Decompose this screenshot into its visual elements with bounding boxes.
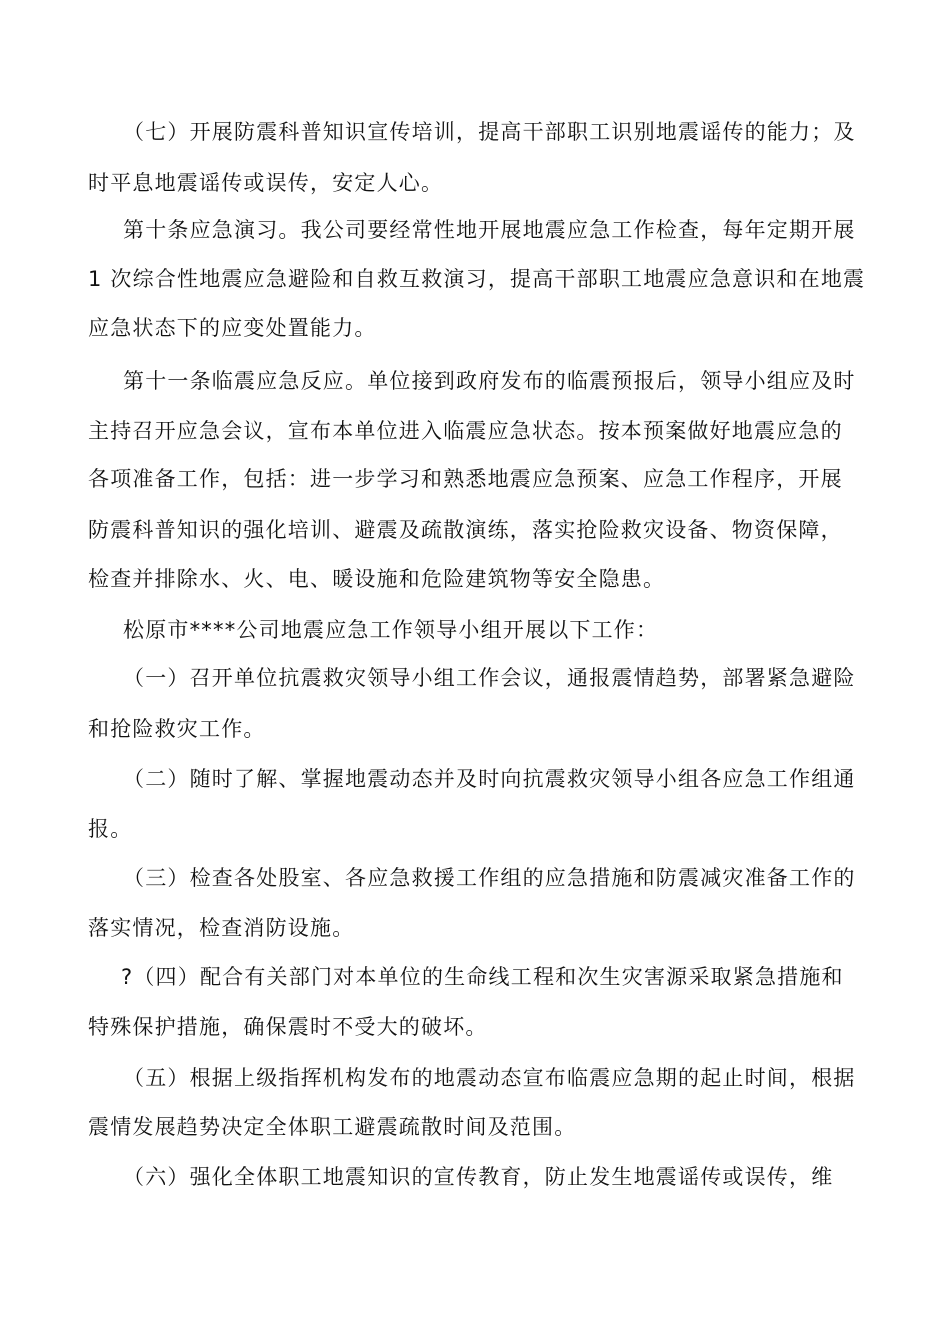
text-line: （六）强化全体职工地震知识的宣传教育，防止发生地震谣传或误传，维 (123, 1165, 834, 1189)
text-line: （五）根据上级指挥机构发布的地震动态宣布临震应急期的起止时间，根据 (123, 1066, 856, 1090)
text-line: （一）召开单位抗震救灾领导小组工作会议，通报震情趋势，部署紧急避险 (123, 666, 856, 690)
text-line: 特殊保护措施，确保震时不受大的破坏。 (88, 1015, 488, 1039)
text-line: 1 次综合性地震应急避险和自救互救演习，提高干部职工地震应急意识和在地震 (88, 267, 866, 291)
text-line: （七）开展防震科普知识宣传培训，提高干部职工识别地震谣传的能力；及 (123, 120, 856, 144)
text-line: 第十条应急演习。我公司要经常性地开展地震应急工作检查，每年定期开展 (123, 218, 856, 242)
text-line: 各项准备工作，包括：进一步学习和熟悉地震应急预案、应急工作程序，开展 (88, 467, 843, 491)
text-line: 报。 (88, 817, 133, 841)
text-line: 时平息地震谣传或误传，安定人心。 (88, 171, 444, 195)
text-line: 震情发展趋势决定全体职工避震疏散时间及范围。 (88, 1115, 577, 1139)
text-line: （二）随时了解、掌握地震动态并及时向抗震救灾领导小组各应急工作组通 (123, 767, 856, 791)
text-line: 应急状态下的应变处置能力。 (88, 316, 377, 340)
text-line: 防震科普知识的强化培训、避震及疏散演练，落实抢险救灾设备、物资保障， (88, 518, 843, 542)
text-line: 松原市****公司地震应急工作领导小组开展以下工作： (123, 618, 659, 642)
text-line: 主持召开应急会议，宣布本单位进入临震应急状态。按本预案做好地震应急的 (88, 419, 843, 443)
text-line: 和抢险救灾工作。 (88, 717, 266, 741)
text-line: 落实情况，检查消防设施。 (88, 916, 355, 940)
text-line: ?（四）配合有关部门对本单位的生命线工程和次生灾害源采取紧急措施和 (121, 965, 844, 989)
text-line: 第十一条临震应急反应。单位接到政府发布的临震预报后，领导小组应及时 (123, 369, 856, 393)
text-line: 检查并排除水、火、电、暖设施和危险建筑物等安全隐患。 (88, 567, 666, 591)
text-line: （三）检查各处股室、各应急救援工作组的应急措施和防震减灾准备工作的 (123, 866, 856, 890)
